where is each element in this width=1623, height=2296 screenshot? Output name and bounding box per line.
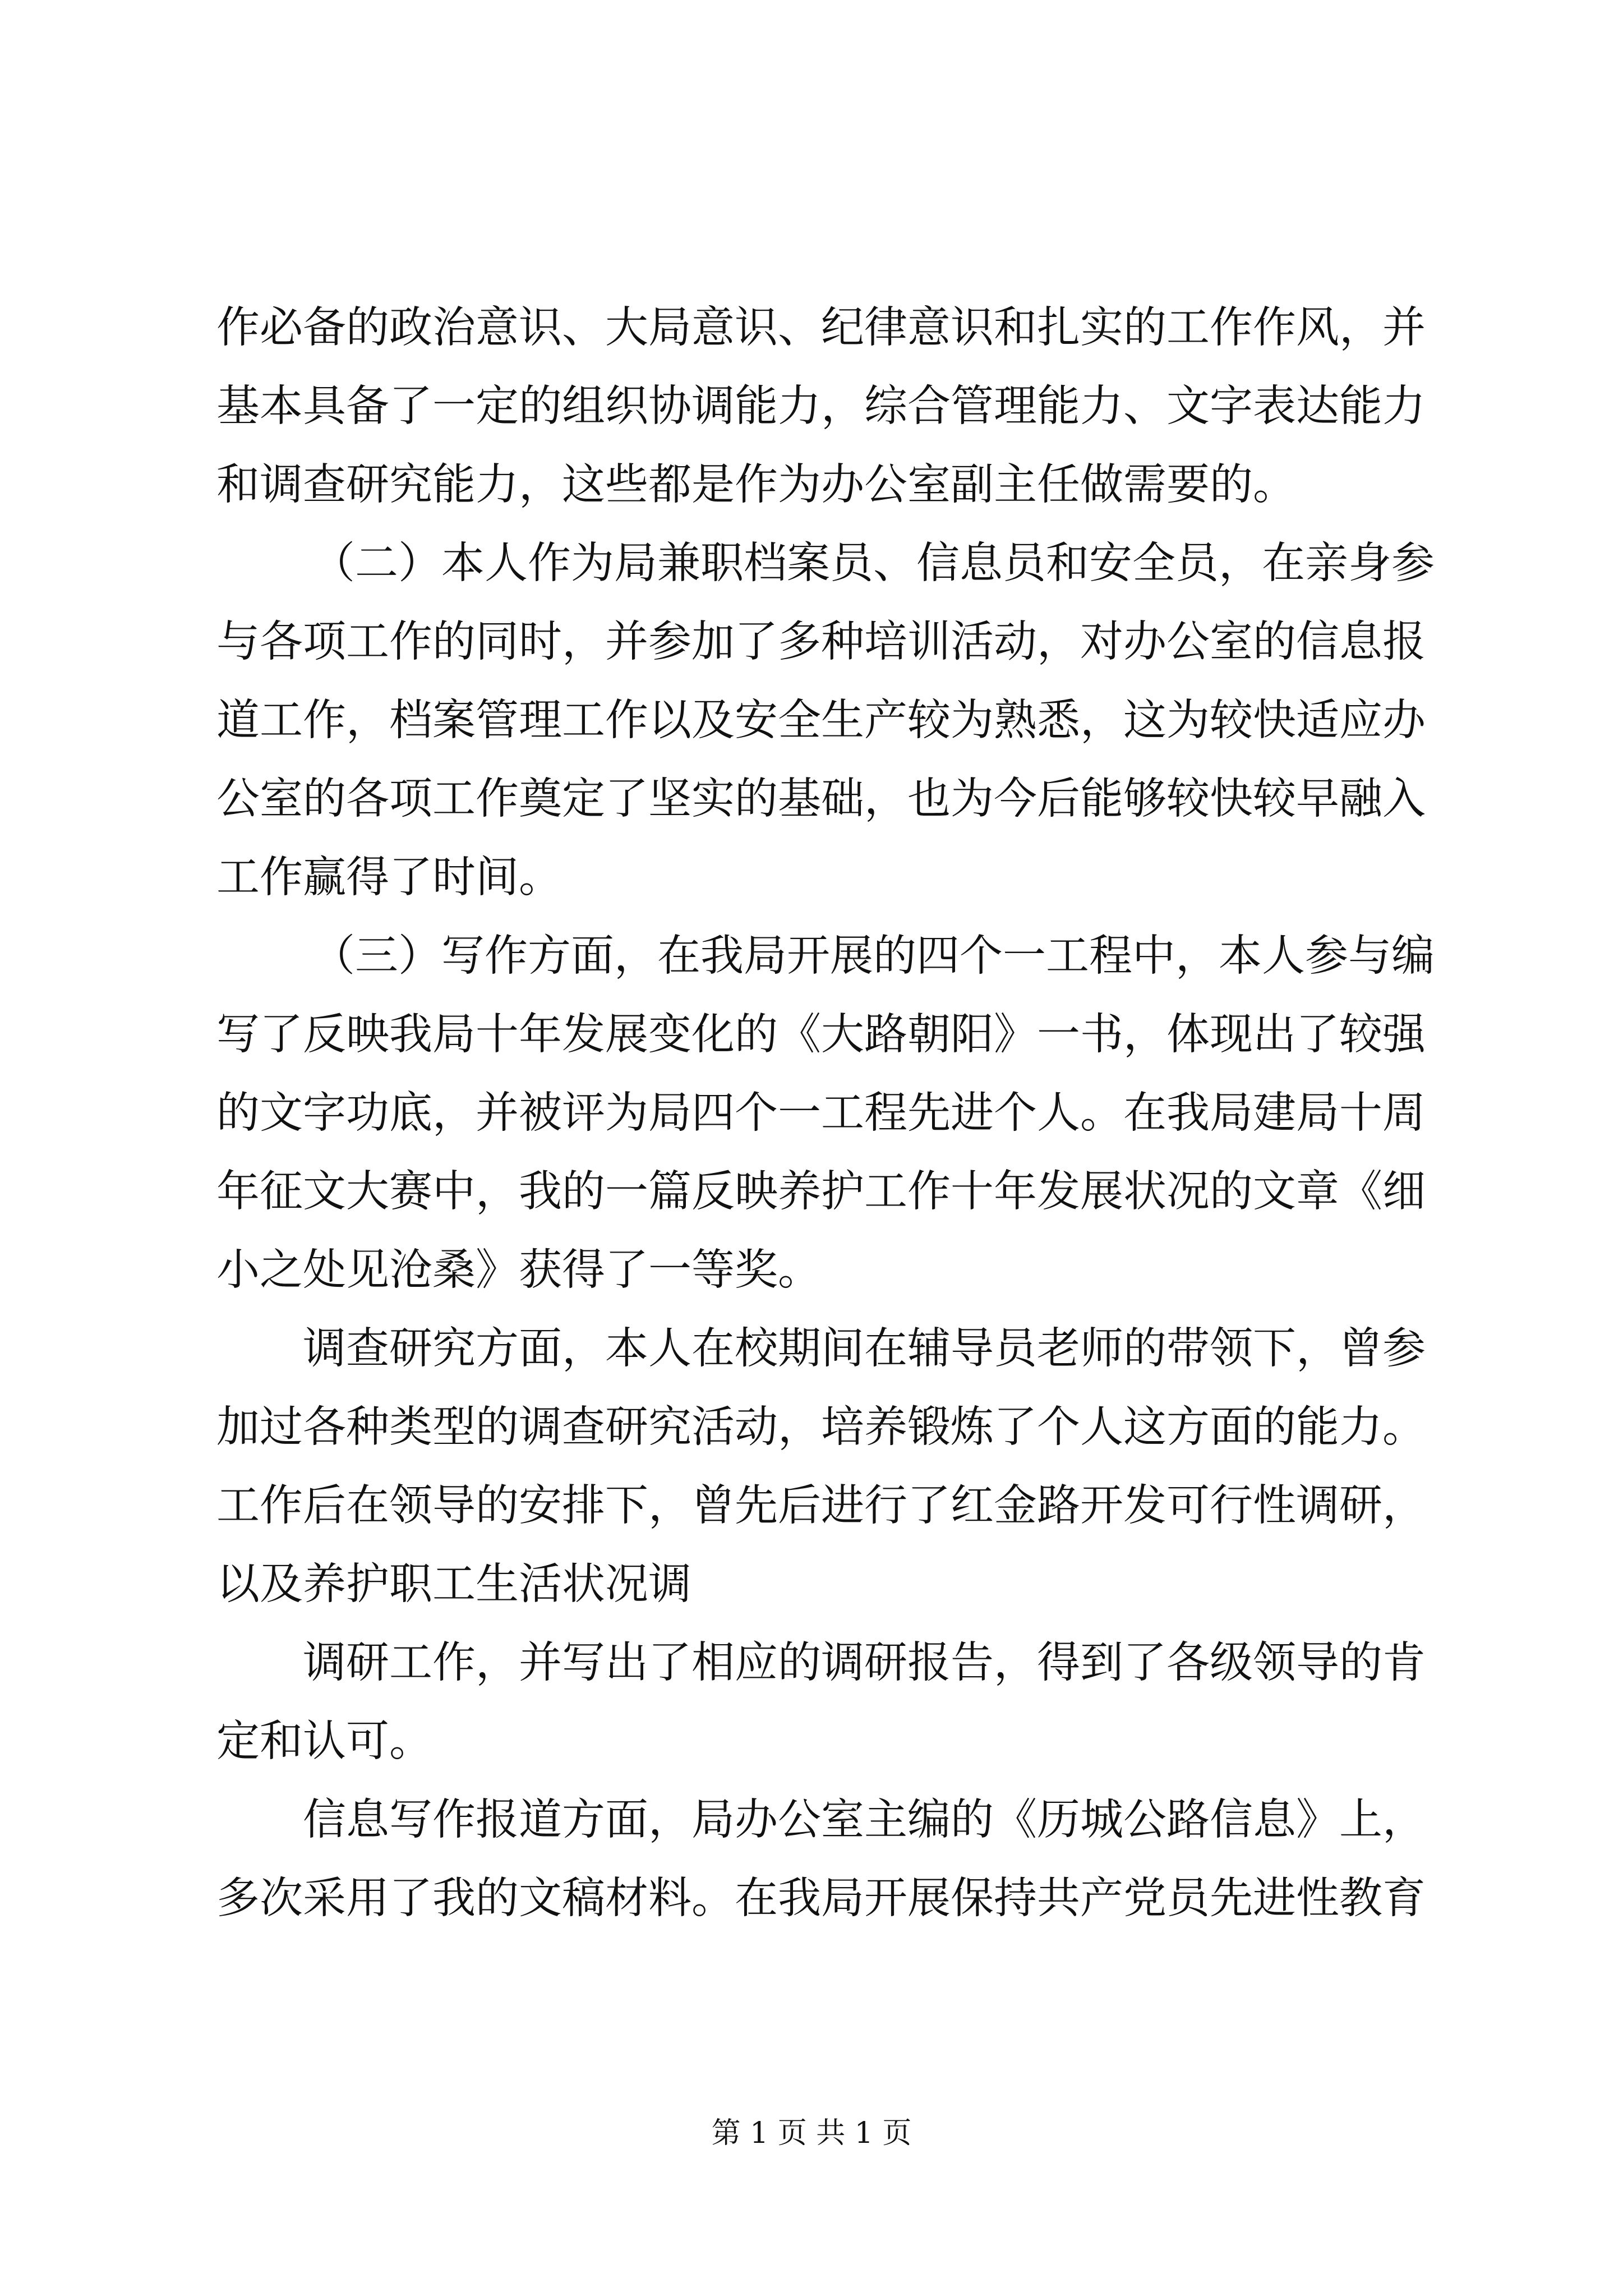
text-line-1: 作必备的政治意识、大局意识、纪律意识和扎实的工作作风，并: [216, 303, 1426, 353]
document-body: [216, 289, 1435, 1938]
text-line-17: 以及养护职工生活状况调: [216, 1559, 691, 1609]
page-footer: 第 1 页 共 1 页: [711, 2116, 912, 2150]
text-line-8: 工作赢得了时间。: [216, 853, 562, 903]
text-line-20: 信息写作报道方面，局办公室主编的《历城公路信息》上，: [303, 1795, 1426, 1845]
text-line-7: 公室的各项工作奠定了坚实的基础，也为今后能够较快较早融入: [216, 774, 1426, 824]
text-line-3: 和调查研究能力，这些都是作为办公室副主任做需要的。: [216, 460, 1296, 510]
text-line-16: 工作后在领导的安排下，曾先后进行了红金路开发可行性调研，: [216, 1481, 1426, 1531]
text-line-6: 道工作，档案管理工作以及安全生产较为熟悉，这为较快适应办: [216, 696, 1426, 746]
text-line-10: 写了反映我局十年发展变化的《大路朝阳》一书，体现出了较强: [216, 1010, 1426, 1060]
text-line-15: 加过各种类型的调查研究活动，培养锻炼了个人这方面的能力。: [216, 1402, 1426, 1452]
text-line-9: （三）写作方面，在我局开展的四个一工程中，本人参与编: [312, 931, 1435, 981]
text-line-2: 基本具备了一定的组织协调能力，综合管理能力、文字表达能力: [216, 381, 1426, 431]
text-line-4: （二）本人作为局兼职档案员、信息员和安全员，在亲身参: [312, 539, 1435, 588]
text-line-21: 多次采用了我的文稿材料。在我局开展保持共产党员先进性教育: [216, 1874, 1426, 1924]
text-line-13: 小之处见沧桑》获得了一等奖。: [216, 1245, 821, 1295]
text-line-11: 的文字功底，并被评为局四个一工程先进个人。在我局建局十周: [216, 1088, 1426, 1138]
text-line-12: 年征文大赛中，我的一篇反映养护工作十年发展状况的文章《细: [216, 1167, 1426, 1217]
text-line-14: 调查研究方面，本人在校期间在辅导员老师的带领下，曾参: [303, 1324, 1426, 1374]
text-line-19: 定和认可。: [216, 1717, 432, 1766]
text-line-18: 调研工作，并写出了相应的调研报告，得到了各级领导的肯: [303, 1638, 1426, 1688]
text-line-5: 与各项工作的同时，并参加了多种培训活动，对办公室的信息报: [216, 617, 1426, 667]
